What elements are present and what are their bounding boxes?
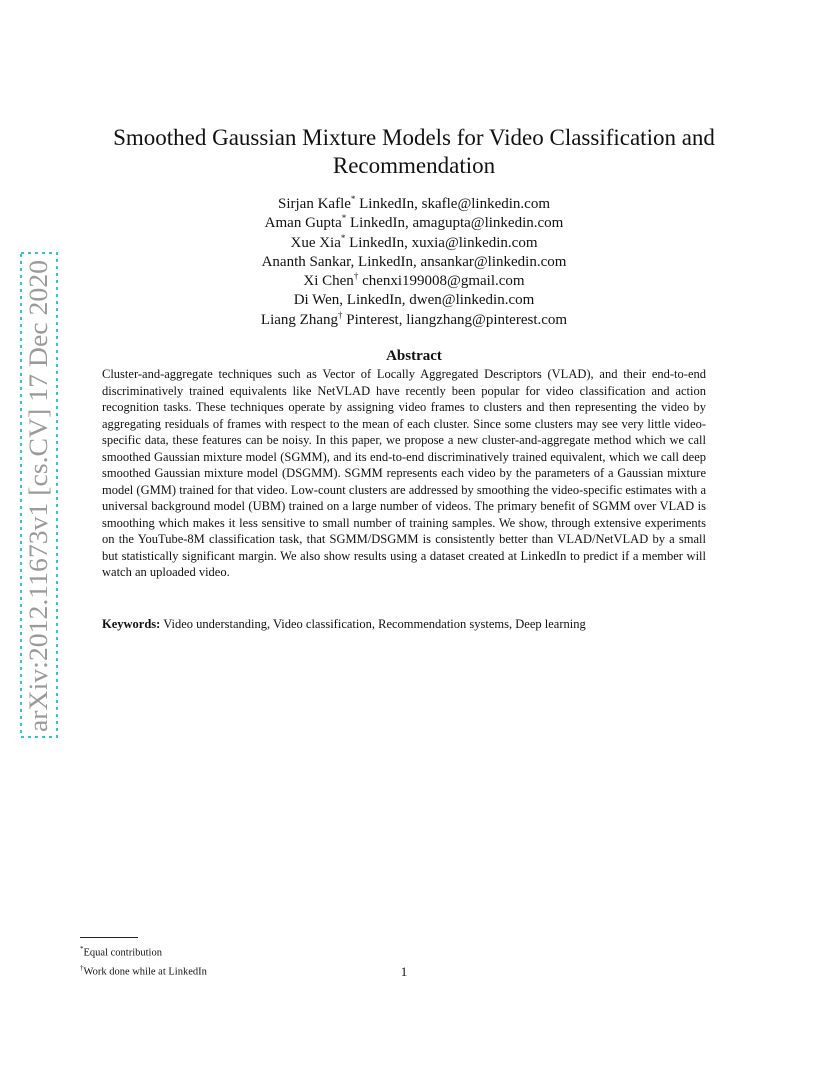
arxiv-stamp-text: arXiv:2012.11673v1 [cs.CV] 17 Dec 2020 <box>23 281 53 732</box>
author-line <box>40 253 788 272</box>
author-line <box>40 214 788 233</box>
author-footnote-mark: † <box>353 271 359 282</box>
author-list <box>40 195 788 330</box>
author-line <box>40 291 788 310</box>
author-line <box>40 234 788 253</box>
author-footnote-mark: * <box>350 194 356 204</box>
author-footnote-mark: * <box>341 213 347 224</box>
author-name: Aman Gupta <box>264 215 342 232</box>
author-footnote-mark: * <box>340 232 346 243</box>
author-name: Xi Chen <box>303 273 354 290</box>
abstract-body: Cluster-and-aggregate techniques such as Vector of Locally Aggregated Descriptors (VLAD), and their end-to-end discriminatively trained equivalents like NetVLAD have recently been popular for video classification and action recognition tasks. These techniques operate by assigning video frames to clusters and then representing the video by aggregating residuals of frames with respect to the mean of each cluster. Since some clusters may see very little video-specific data, these features can be noisy. In this paper, we propose a new cluster-and-aggregate method which we call smoothed Gaussian mixture model (SGMM), and its end-to-end discriminatively trained equivalent, which we call deep smoothed Gaussian mixture model (DSGMM). SGMM represents each video by the parameters of a Gaussian mixture model (GMM) trained for that video. Low-count clusters are addressed by smoothing the video-specific estimates with a universal background model (UBM) trained on a large number of videos. The primary benefit of SGMM over VLAD is smoothing which makes it less sensitive to small number of training samples. We show, through extensive experiments on the YouTube-8M classification task, that SGMM/DSGMM is consistently better than VLAD/NetVLAD by a small but statistically significant margin. We also show results using a dataset created at LinkedIn to predict if a member will watch an uploaded video. <box>102 367 706 579</box>
author-footnote-mark: † <box>337 309 343 320</box>
author-affiliation: LinkedIn, xuxia@linkedin.com <box>345 234 538 251</box>
author-affiliation: LinkedIn, amagupta@linkedin.com <box>346 215 564 232</box>
paper-title-line-2: Recommendation <box>332 153 496 178</box>
author-line <box>40 272 788 291</box>
keywords-label: Keywords: <box>102 617 161 631</box>
author-affiliation: Pinterest, liangzhang@pinterest.com <box>342 311 568 328</box>
author-affiliation: LinkedIn, skafle@linkedin.com <box>355 196 550 212</box>
keywords-line <box>102 616 742 632</box>
footnote-text: Work done while at LinkedIn <box>83 966 207 977</box>
abstract-heading: Abstract <box>386 348 442 364</box>
author-line <box>40 311 788 330</box>
author-name: Liang Zhang <box>260 311 338 328</box>
paper-title <box>40 124 788 180</box>
footnote-mark: † <box>80 963 84 972</box>
footnote-mark: * <box>80 945 84 953</box>
author-name: Xue Xia <box>290 234 341 251</box>
footnote-item <box>80 942 207 961</box>
author-name: Ananth Sankar, LinkedIn, ansankar@linkedin.com <box>261 253 567 270</box>
author-line <box>40 195 788 214</box>
author-name: Sirjan Kafle <box>278 196 351 212</box>
footnote-separator <box>80 937 138 938</box>
author-name: Di Wen, LinkedIn, dwen@linkedin.com <box>293 292 535 309</box>
page-number: 1 <box>400 964 408 979</box>
paper-title-line-1: Smoothed Gaussian Mixture Models for Video Classification and <box>113 125 715 150</box>
footnote-item <box>80 961 207 980</box>
footnote-text: Equal contribution <box>83 947 162 959</box>
keywords-list: Video understanding, Video classification, Recommendation systems, Deep learning <box>160 617 586 631</box>
author-affiliation: chenxi199008@gmail.com <box>358 273 525 290</box>
footnotes <box>80 942 207 979</box>
